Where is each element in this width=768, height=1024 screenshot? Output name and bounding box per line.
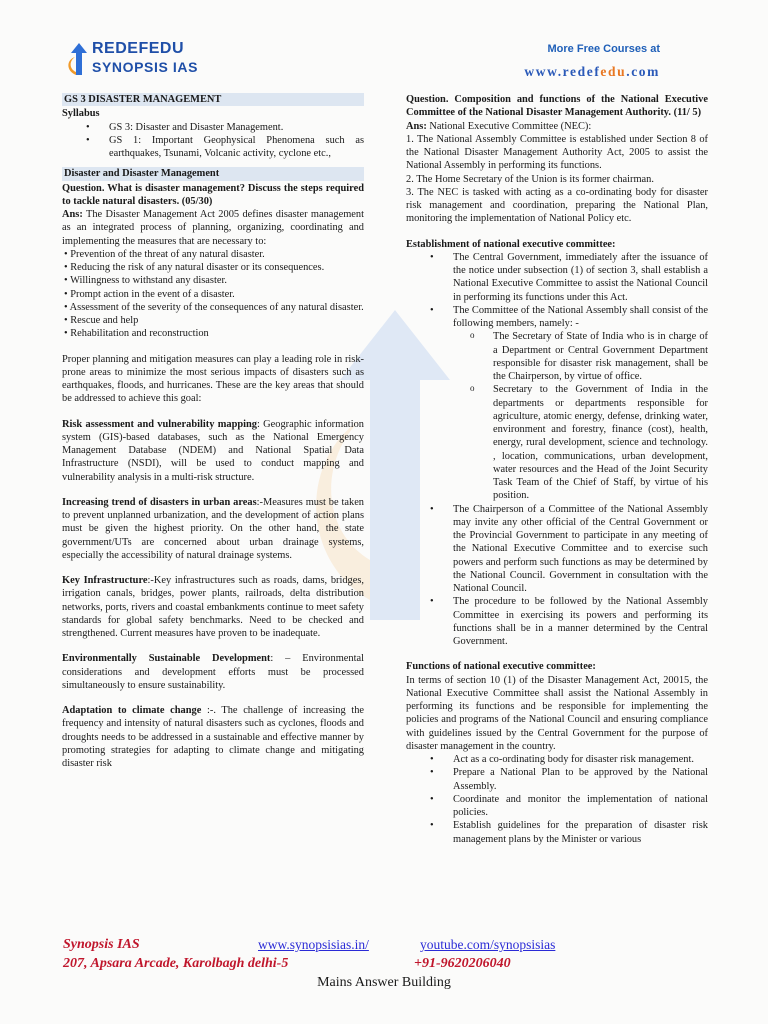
- redefedu-logo-icon: [68, 42, 90, 76]
- footer-phone: +91-9620206040: [414, 956, 511, 971]
- list-item: • Prompt action in the event of a disaster.: [64, 288, 235, 300]
- section-paragraph: Adaptation to climate change :-. The challenge of increasing the frequency and intensity of natural disasters such as cyclones, floods and droughts needs to be addressed in a sustainable and effective manner by promoting strategies for adapting to climate change and mitigating disaster risk: [62, 705, 364, 769]
- brand-logo[interactable]: [68, 40, 248, 80]
- list-item: • Establish guidelines for the preparation of disaster risk management plans by the Minister or various: [453, 819, 708, 846]
- list-item: • The Committee of the National Assembly shall consist of the following members, namely: - o The Secretary of State of India who is in charge of a Department or Central Government Department responsible for disaster risk management, shall be the Chairperson, by virtue of office. o Secretary to the Government of India in the departments or departments responsible for agriculture, atomic energy, defense, drinking water, environment and forestry, finance (cost), health, energy, rural development, science and technology. , location, communications, urban development, water resources and the Head of the Joint Security Task Team of the Chief of Staff, by virtue of his position.: [453, 304, 708, 503]
- section-paragraph: Risk assessment and vulnerability mapping: Geographic information system (GIS)-based databases, such as the National Emergency Management Database (NDEM) and National Spatial Data Infrastructure (NSDI), will be used to conduct mapping and vulnerability analysis in a multi-risk structure.: [62, 418, 364, 483]
- functions-heading: Functions of national executive committee:: [406, 661, 596, 673]
- syllabus-list: [62, 121, 364, 161]
- brand-name: REDEFEDU: [92, 40, 185, 57]
- question-text: Question. Composition and functions of the National Executive Committee of the National Disaster Management Authority. (11/ 5): [406, 94, 708, 119]
- establishment-list: [406, 251, 708, 649]
- answer-label: Ans:: [406, 120, 427, 132]
- section-text: -. The challenge of increasing the frequency and intensity of natural disasters such as cyclones, floods and droughts needs to be addressed in a sustainable and effective manner by promoting strategies for adapting to climate change and mitigating disaster risk: [62, 705, 364, 769]
- numbered-point: 2. The Home Secretary of the Union is its former chairman.: [406, 173, 654, 185]
- site-link[interactable]: [524, 64, 660, 80]
- section-text: -Key infrastructures such as roads, dams, bridges, irrigation canals, bridges, power plants, railroads, delta distribution networks, ports, rivers and coastal embankments continue to meet safety standards for global safety benchmarks. Need to be checked and strengthened. Current measures have proven to be inadequate.: [62, 575, 365, 639]
- promo-text: More Free Courses at: [547, 43, 660, 55]
- list-item: • The Central Government, immediately after the issuance of the notice under subsection (1) of section 3, shall establish a National Executive Committee to assist the National Council in performing its functions under this Act.: [453, 251, 708, 304]
- list-item: • Prepare a National Plan to be approved by the National Assembly.: [453, 766, 708, 793]
- list-item: • Coordinate and monitor the implementation of national policies.: [453, 793, 708, 820]
- numbered-point: 1. The National Assembly Committee is established under Section 8 of the National Disaster Management Authority Act, 2005 to assist the National Assembly in performing its functions.: [406, 133, 708, 172]
- list-item: o Secretary to the Government of India in the departments or departments responsible for agriculture, atomic energy, defense, drinking water, environment and forestry, finance (cost), health, energy, rural development, science and technology. , location, communications, urban development, water resources and the Head of the Joint Security Task Team of the Chief of Staff, by virtue of his position.: [493, 383, 708, 502]
- section-heading: Environmentally Sustainable Development: [62, 653, 271, 665]
- answer-paragraph: [62, 208, 364, 248]
- measures-list: [62, 248, 364, 341]
- left-column: [62, 93, 364, 770]
- section-paragraph: Environmentally Sustainable Development: – Environmental considerations and development efforts must be processed simultaneously to ensure sustainability.: [62, 653, 364, 691]
- section-text: – Environmental considerations and development efforts must be processed simultaneously to ensure sustainability.: [62, 653, 364, 691]
- list-item: o The Secretary of State of India who is in charge of a Department or Central Government Department responsible for disaster risk management, shall be the Chairperson, by virtue of office.: [493, 330, 708, 383]
- answer-paragraph: [406, 120, 708, 133]
- section-heading: Risk assessment and vulnerability mapping: [62, 418, 257, 430]
- list-item: • GS 1: Important Geophysical Phenomena such as earthquakes, Tsunami, Volcanic activity, cyclone etc.,: [109, 134, 364, 161]
- list-item: • Rehabilitation and reconstruction: [64, 328, 209, 340]
- list-item: • The Chairperson of a Committee of the National Assembly may invite any other official of the Central Government or the Provincial Government to participate in any meeting of the National Executive Committee and to exercise such powers and perform such functions as may be determined by the National Council. Government in consultation with the National Council.: [453, 503, 708, 596]
- footer-youtube-link[interactable]: youtube.com/synopsisias: [420, 937, 556, 952]
- numbered-point: 3. The NEC is tasked with acting as a co-ordinating body for disaster risk management and coordination, preparing the National Plan, monitoring the implementation of National Policy etc.: [406, 186, 708, 225]
- list-item: • Rescue and help: [64, 315, 139, 326]
- section-paragraph: Increasing trend of disasters in urban areas:-Measures must be taken to prevent unplanned urbanization, and the development of action plans must be given the highest priority. On the other hand, the state government/UTs are concerned about urban drainage systems, especially the accessibility of natural drainage systems.: [62, 496, 364, 561]
- section-paragraph: Key Infrastructure:-Key infrastructures such as roads, dams, bridges, irrigation canals, bridges, power plants, railroads, delta distribution networks, ports, rivers and coastal embankments continue to meet safety standards for global safety benchmarks. Need to be checked and strengthened. Current measures have proven to be inadequate.: [62, 575, 365, 639]
- section-title-band: Disaster and Disaster Management: [62, 167, 364, 180]
- brand-subname: SYNOPSIS IAS: [92, 59, 199, 75]
- list-item: • Prevention of the threat of any natural disaster.: [64, 248, 265, 260]
- list-item: • Act as a co-ordinating body for disaster risk management.: [453, 753, 708, 766]
- section-text: Geographic information system (GIS)-based databases, such as the National Emergency Management Database (NDEM) and National Spatial Data Infrastructure (NSDI), will be used to conduct mapping and vulnerability analysis in a multi-risk structure.: [62, 418, 364, 483]
- site-link-accent: edu: [600, 64, 627, 79]
- footer-website-link[interactable]: www.synopsisias.in/: [258, 937, 369, 952]
- site-link-prefix: www.redef: [524, 64, 601, 79]
- syllabus-label: Syllabus: [62, 108, 100, 120]
- section-heading: Key Infrastructure: [62, 575, 148, 586]
- establishment-heading: Establishment of national executive committee:: [406, 238, 616, 250]
- list-item: • Assessment of the severity of the consequences of any natural disaster.: [64, 301, 364, 313]
- members-list: [453, 330, 708, 502]
- section-text: -Measures must be taken to prevent unplanned urbanization, and the development of action plans must be given the highest priority. On the other hand, the state government/UTs are concerned about urban drainage systems, especially the accessibility of natural drainage systems.: [62, 496, 364, 561]
- right-column: [406, 93, 708, 846]
- answer-text: National Executive Committee (NEC):: [426, 120, 592, 132]
- list-item: • Reducing the risk of any natural disaster or its consequences.: [64, 262, 325, 273]
- site-link-suffix: .com: [626, 64, 660, 79]
- intro-paragraph: Proper planning and mitigation measures can play a leading role in risk-prone areas to minimize the most serious impacts of disasters such as earthquakes, floods, and hurricanes. These are the key areas that should be addressed to achieve this goal:: [62, 353, 364, 405]
- section-heading: Increasing trend of disasters in urban areas: [62, 496, 257, 508]
- paper-title-band: GS 3 DISASTER MANAGEMENT: [62, 93, 364, 106]
- footer-address: 207, Apsara Arcade, Karolbagh delhi-5: [63, 956, 289, 971]
- footer-caption: Mains Answer Building: [317, 975, 451, 990]
- functions-paragraph: In terms of section 10 (1) of the Disaster Management Act, 20015, the National Executive Committee shall assist the National Assembly in performing its functions and be responsible for implementing the policies and programs of the National Council and ensuring compliance with guidelines issued by the Central Government for the purpose of disaster management in the country.: [406, 674, 708, 752]
- list-item: • GS 3: Disaster and Disaster Management.: [109, 121, 364, 134]
- footer-org: Synopsis IAS: [63, 937, 140, 952]
- list-item: • The procedure to be followed by the National Assembly Committee in exercising its powers and performing its functions shall be in a manner determined by the Central Government.: [453, 595, 708, 648]
- answer-label: Ans:: [62, 209, 83, 220]
- answer-text: The Disaster Management Act 2005 defines disaster management as an integrated process of planning, organizing, coordinating and implementing the measures that are necessary to:: [62, 209, 364, 247]
- list-item: • Willingness to withstand any disaster.: [64, 275, 227, 287]
- page-footer: [0, 934, 768, 1024]
- section-heading: Adaptation to climate change: [62, 705, 202, 716]
- question-text: Question. What is disaster management? Discuss the steps required to tackle natural disasters. (05/30): [62, 182, 364, 207]
- functions-list: [406, 753, 708, 846]
